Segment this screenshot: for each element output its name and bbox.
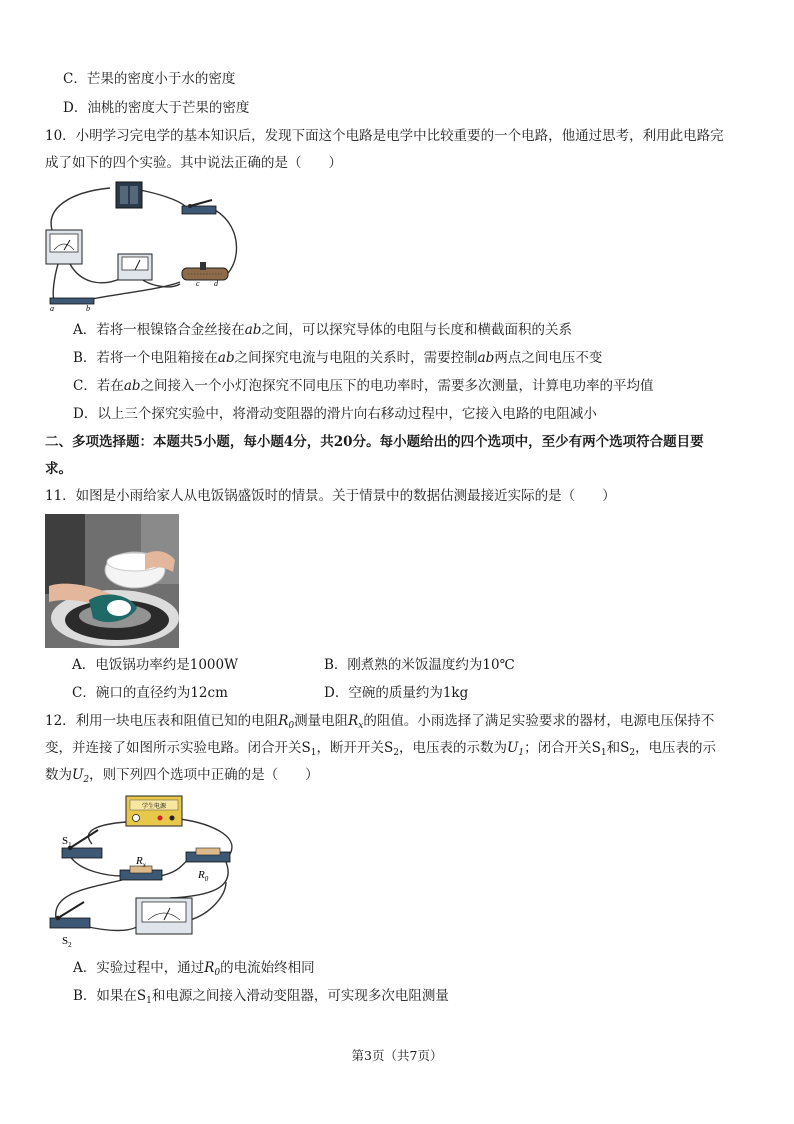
q11-stem: 11．如图是小雨给家人从电饭锅盛饭时的情景。关于情景中的数据估测最接近实际的是（ ） (45, 488, 616, 504)
section2-heading-line1: 二、多项选择题：本题共5小题，每小题4分，共20分。每小题给出的四个选项中，至少有两个选项符合题目要 (45, 434, 704, 450)
label-s1: $S_1$ (62, 835, 72, 849)
q11-option-b: B．刚煮熟的米饭温度约为10℃ (324, 657, 515, 673)
q9-option-d: D．油桃的密度大于芒果的密度 (63, 100, 250, 116)
label-c: c (196, 279, 200, 288)
label-rx: $R_x$ (136, 855, 146, 869)
q12-stem-line1: 12．利用一块电压表和阻值已知的电阻$R_0$测量电阻$R_x$的阻值。小雨选择了满足实验要求的器材，电源电压保持不 (45, 713, 715, 731)
q12-stem-line3: 数为$U_2$，则下列四个选项中正确的是（ ） (45, 767, 319, 785)
label-r0: $R_0$ (198, 869, 209, 883)
q10-option-a: A．若将一根镍铬合金丝接在ab之间，可以探究导体的电阻与长度和横截面积的关系 (73, 322, 572, 338)
q11-option-d: D．空碗的质量约为1kg (324, 685, 469, 701)
page-footer: 第3页（共7页） (351, 1048, 443, 1063)
section2-heading-line2: 求。 (45, 461, 72, 477)
q12-circuit-figure (40, 792, 248, 952)
label-d: d (214, 279, 218, 288)
q10-option-b: B．若将一个电阻箱接在ab之间探究电流与电阻的关系时，需要控制ab两点之间电压不变 (73, 350, 603, 366)
q10-stem-line1: 10．小明学习完电学的基本知识后，发现下面这个电路是电学中比较重要的一个电路，他通过思考，利用此电路完 (45, 128, 724, 144)
power-supply-label: 学生电源 (141, 803, 167, 810)
q12-option-a: A．实验过程中，通过$R_0$的电流始终相同 (73, 960, 315, 978)
q12-stem-line2: 变，并连接了如图所示实验电路。闭合开关$S_1$，断开开关$S_2$，电压表的示数为$U_1$；闭合开关$S_1$和$S_2$，电压表的示 (45, 740, 717, 758)
q9-option-c: C．芒果的密度小于水的密度 (63, 71, 236, 87)
q11-option-c: C．碗口的直径约为12cm (72, 685, 228, 701)
label-s2: $S_2$ (62, 935, 72, 949)
q10-circuit-figure (40, 178, 240, 314)
label-a: a (50, 304, 54, 313)
q11-rice-cooker-photo (45, 514, 179, 648)
q10-option-c: C．若在ab之间接入一个小灯泡探究不同电压下的电功率时，需要多次测量，计算电功率的平均值 (73, 378, 654, 394)
label-b: b (86, 304, 90, 313)
q12-option-b: B．如果在$S_1$和电源之间接入滑动变阻器，可实现多次电阻测量 (73, 988, 449, 1006)
q11-option-a: A．电饭锅功率约是1000W (72, 657, 238, 673)
q10-stem-line2: 成了如下的四个实验。其中说法正确的是（ ） (45, 155, 342, 171)
q10-option-d: D．以上三个探究实验中，将滑动变阻器的滑片向右移动过程中，它接入电路的电阻减小 (73, 406, 597, 422)
